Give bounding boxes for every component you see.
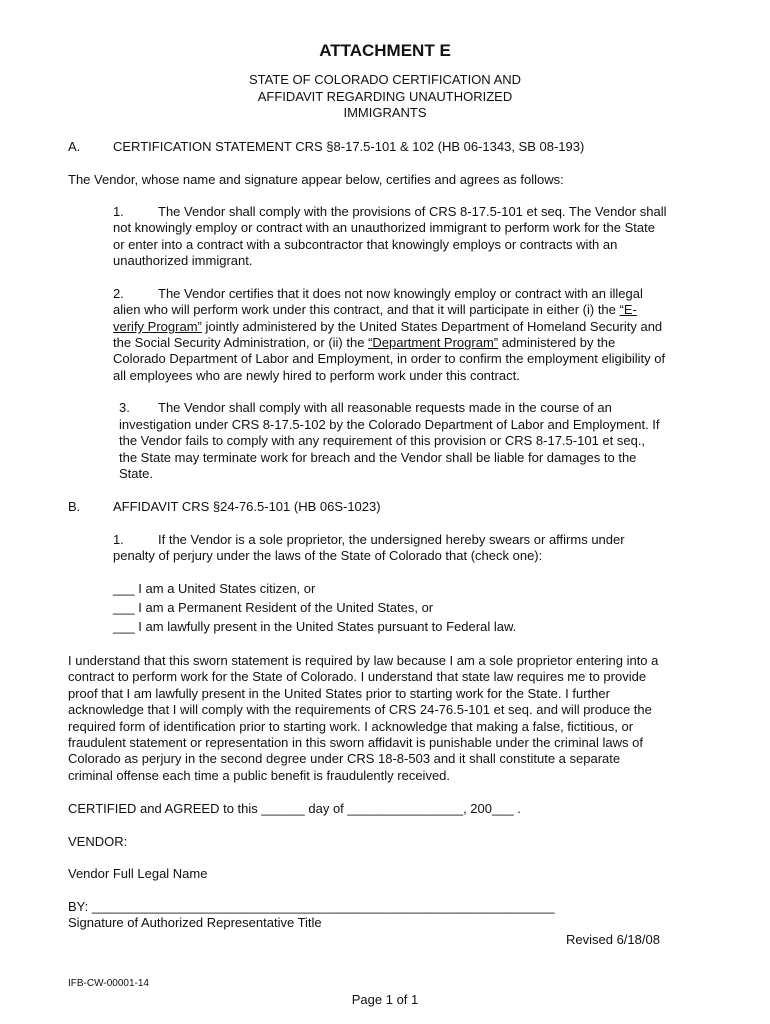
status-option-citizen[interactable]: ___ I am a United States citizen, or	[113, 581, 316, 596]
e-verify-link[interactable]: verify Program”	[113, 319, 202, 334]
paragraph-text: the Social Security Administration, or (ii) the	[113, 335, 369, 350]
paragraph-line	[113, 302, 637, 319]
statement-line: Colorado as perjury in the second degree under CRS 18-8-503 and it shall constitute a separate	[68, 751, 621, 766]
item-number: 2.	[113, 286, 124, 301]
item-number: 3.	[119, 400, 130, 415]
paragraph-line: unauthorized immigrant.	[113, 253, 253, 268]
paragraph-line: penalty of perjury under the laws of the State of Colorado that (check one):	[113, 548, 543, 563]
vendor-name-label: Vendor Full Legal Name	[68, 866, 208, 881]
page-number: Page 1 of 1	[351, 992, 419, 1007]
paragraph-line: the Vendor fails to comply with any requirement of this provision or CRS 8-17.5-101 et seq.,	[119, 433, 646, 448]
section-a-heading: CERTIFICATION STATEMENT CRS §8-17.5-101 & 102 (HB 06-1343, SB 08-193)	[113, 139, 585, 154]
department-program-link[interactable]: “Department Program”	[368, 335, 499, 350]
document-subtitle	[0, 72, 770, 122]
revision-date: Revised 6/18/08	[566, 932, 660, 947]
item-number: 1.	[113, 532, 124, 547]
paragraph-line: or enter into a contract with a subcontractor that knowingly employs or contracts with an	[113, 237, 618, 252]
paragraph-line: State.	[119, 466, 153, 481]
vendor-label: VENDOR:	[68, 834, 128, 849]
subtitle-line: AFFIDAVIT REGARDING UNAUTHORIZED	[257, 88, 513, 104]
e-verify-link[interactable]: “E-	[619, 302, 637, 317]
paragraph-line: The Vendor shall comply with all reasonable requests made in the course of an	[158, 400, 612, 415]
item-2	[113, 286, 643, 303]
form-id: IFB-CW-00001-14	[68, 978, 149, 989]
statement-line: I understand that this sworn statement is required by law because I am a sole proprietor entering into a	[68, 653, 659, 668]
signature-line[interactable]: BY: ________________________________________________________________	[68, 899, 555, 914]
statement-line: required form of identification prior to starting work. I acknowledge that making a false, fictitious, or	[68, 719, 634, 734]
paragraph-text: jointly administered by the United States Department of Homeland Security and	[201, 319, 663, 334]
section-b-letter: B.	[68, 499, 81, 514]
paragraph-line: the State may terminate work for breach and the Vendor shall be liable for damages to the	[119, 450, 637, 465]
paragraph-line: not knowingly employ or contract with an unauthorized immigrant to perform work for the State	[113, 220, 655, 235]
paragraph-line: Colorado Department of Labor and Employment, in order to confirm the employment eligibility of	[113, 351, 666, 366]
paragraph-line	[113, 319, 662, 336]
status-option-permanent-resident[interactable]: ___ I am a Permanent Resident of the United States, or	[113, 600, 434, 615]
statement-line: contract to perform work for the State of Colorado. I understand that state law requires me to provide	[68, 669, 647, 684]
item-1	[113, 204, 667, 221]
statement-line: criminal offense each time a public benefit is fraudulently received.	[68, 768, 451, 783]
paragraph-line: all employees who are newly hired to perform work under this contract.	[113, 368, 520, 383]
statement-line: fraudulent statement or representation in this sworn affidavit is punishable under the criminal laws of	[68, 735, 643, 750]
subtitle-line: STATE OF COLORADO CERTIFICATION AND	[248, 72, 522, 87]
paragraph-line: If the Vendor is a sole proprietor, the undersigned hereby swears or affirms under	[158, 532, 625, 547]
signature-label: Signature of Authorized Representative Title	[68, 915, 322, 930]
intro-text: The Vendor, whose name and signature appear below, certifies and agrees as follows:	[68, 172, 564, 187]
section-b-heading: AFFIDAVIT CRS §24-76.5-101 (HB 06S-1023)	[113, 499, 381, 514]
paragraph-line: investigation under CRS 8-17.5-102 by the Colorado Department of Labor and Employment. If	[119, 417, 660, 432]
paragraph-text: administered by the	[498, 335, 616, 350]
b-item-1	[113, 532, 625, 549]
paragraph-text: alien who will perform work under this contract, and that it will participate in either (i) the	[113, 302, 620, 317]
paragraph-line: The Vendor shall comply with the provisions of CRS 8-17.5-101 et seq. The Vendor shall	[158, 204, 667, 219]
paragraph-line: The Vendor certifies that it does not now knowingly employ or contract with an illegal	[158, 286, 643, 301]
section-a-letter: A.	[68, 139, 81, 154]
paragraph-line	[113, 335, 615, 352]
status-option-lawfully-present[interactable]: ___ I am lawfully present in the United States pursuant to Federal law.	[113, 619, 517, 634]
item-number: 1.	[113, 204, 124, 219]
statement-line: proof that I am lawfully present in the United States prior to starting work for the State. I further	[68, 686, 610, 701]
statement-line: acknowledge that I will comply with the requirements of CRS 24-76.5-101 et seq. and will produce the	[68, 702, 652, 717]
document-title: ATTACHMENT E	[319, 41, 451, 60]
subtitle-line: IMMIGRANTS	[343, 105, 427, 120]
certified-agreed-line[interactable]: CERTIFIED and AGREED to this ______ day of ________________, 200___ .	[68, 801, 521, 816]
item-3	[119, 400, 612, 417]
